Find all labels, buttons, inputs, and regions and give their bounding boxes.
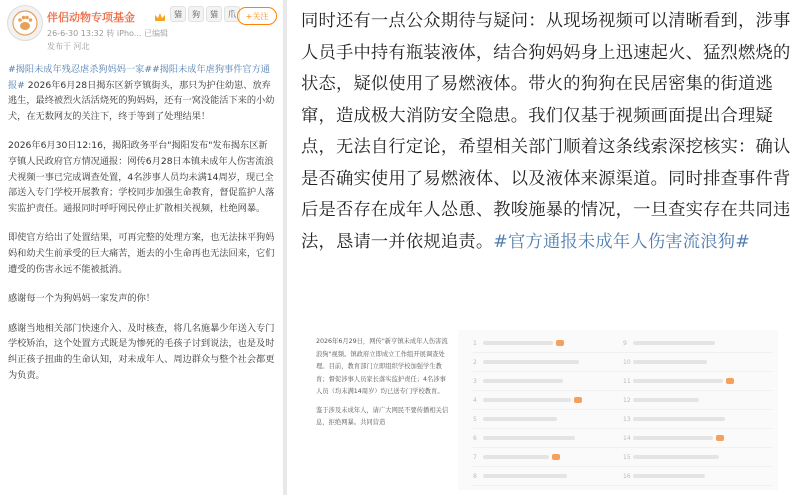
hashtag-link[interactable]: #官方通报未成年人伤害流浪狗# [493, 231, 750, 252]
article-panel [287, 0, 800, 495]
post-paragraph: 感谢每一个为狗妈妈一家发声的你！ [8, 293, 155, 305]
blurred-text-bar [633, 360, 707, 364]
blurred-text-bar [483, 360, 579, 364]
hot-list-rank: 16 [623, 472, 631, 480]
paw-logo-icon [12, 10, 38, 36]
hot-list-entry [473, 473, 623, 480]
badge-icon: 爪 [224, 6, 240, 22]
hot-list-entry [473, 397, 623, 404]
hot-list-rank: 12 [623, 396, 631, 404]
hot-list-entry [473, 340, 623, 347]
hot-list-entry [473, 416, 623, 423]
blurred-text-bar [633, 474, 705, 478]
hot-list-entry [623, 378, 773, 385]
follow-button[interactable]: +关注 [237, 7, 277, 25]
post-paragraph [8, 62, 276, 124]
embedded-notice [308, 330, 458, 490]
hot-list-row[interactable] [473, 448, 773, 467]
blurred-text-bar [483, 474, 567, 478]
blurred-text-bar [633, 455, 719, 459]
account-name[interactable]: 伴侣动物专项基金 [47, 11, 135, 24]
hot-list-rank: 10 [623, 358, 631, 366]
hot-list-rank: 15 [623, 453, 631, 461]
hot-list-rank: 8 [473, 472, 477, 480]
blurred-text-bar [633, 398, 699, 402]
hot-list-entry [623, 340, 773, 347]
post-location: 发布于 河北 [47, 42, 90, 51]
blurred-text-bar [483, 379, 563, 383]
avatar[interactable] [7, 5, 43, 41]
hot-list-entry [623, 473, 773, 480]
hot-list-row[interactable] [473, 353, 773, 372]
hot-list-rank: 6 [473, 434, 477, 442]
hot-list-entry [623, 416, 773, 423]
hot-list-row[interactable] [473, 372, 773, 391]
blurred-text-bar [633, 436, 713, 440]
hot-list-row[interactable] [473, 391, 773, 410]
embedded-hot-list [473, 334, 773, 490]
hot-list-rank: 2 [473, 358, 477, 366]
badge-icon: 猫 [170, 6, 186, 22]
blurred-text-bar [633, 417, 725, 421]
hot-list-rank: 4 [473, 396, 477, 404]
hot-list-rank: 1 [473, 339, 477, 347]
hot-tag-icon [716, 435, 724, 441]
hot-list-entry [623, 397, 773, 404]
badge-icons [170, 6, 240, 22]
post-paragraph: 感谢当地相关部门快速介入、及时核查，将几名施暴少年送入专门学校矫治，这个处置方式既是为惨死的毛孩子讨到说法，也是及时纠正孩子扭曲的生命认知，对未成年人、周边群众与整个社会都更为负责。 [8, 322, 275, 381]
post-meta: 26-6-30 13:32 转 iPho... 已编辑 [47, 29, 168, 38]
embedded-screenshot [308, 330, 778, 490]
hot-tag-icon [726, 378, 734, 384]
hot-list-entry [473, 359, 623, 366]
hot-list-rank: 14 [623, 434, 631, 442]
hot-list-entry [623, 359, 773, 366]
post-paragraph: 2026年6月30日12:16，揭阳政务平台"揭阳发布"发布揭东区新亨镇人民政府官方情况通报：网传6月28日本镇未成年人伤害流浪犬视频一事已完成调查处置，4名涉事人员均未满14周岁，现已全部送入专门学校开展教育；学校同步加强生命教育，督促监护人落实监护责任。通报同时呼吁网民停止扩散相关视频，杜绝网暴。 [8, 140, 275, 214]
hot-list-rank: 5 [473, 415, 477, 423]
blurred-text-bar [633, 379, 723, 383]
hot-tag-icon [552, 454, 560, 460]
hot-list-row[interactable] [473, 467, 773, 486]
post-text: 2026年6月28日揭东区新亨镇街头，那只为护住幼崽、放弃逃生，最终被烈火活活烧死的狗妈妈，还有一窝没能活下来的小幼犬，在无数网友的关注下，终于等到了处理结果！ [8, 79, 275, 122]
hot-list-entry [623, 435, 773, 442]
hot-list-entry [473, 454, 623, 461]
hot-list-entry [473, 378, 623, 385]
article-body: 同时还有一点公众期待与疑问：从现场视频可以清晰看到，涉事人员手中持有瓶装液体，结合狗妈妈身上迅速起火、猛烈燃烧的状态，疑似使用了易燃液体。带火的狗狗在民居密集的街道逃窜，造成极大消防安全隐患。我们仅基于视频画面提出合理疑点，无法自行定论，希望相关部门顺着这条线索深挖核实：确认是否确实使用了易燃液体、以及液体来源渠道。同时排查事件背后是否存在成年人怂恿、教唆施暴的情况，一旦查实存在共同违法，恳请一并依规追责。 [301, 11, 791, 252]
hot-list-rank: 13 [623, 415, 631, 423]
hot-list-rank: 11 [623, 377, 631, 385]
embedded-paragraph: 鉴于涉及未成年人，请广大网民不要传播相关信息，拒绝网暴。共同营造 [316, 406, 449, 426]
hot-tag-icon [556, 340, 564, 346]
hot-list-row[interactable] [473, 334, 773, 353]
hashtag-link[interactable]: #揭阳未成年残忍虐杀狗妈妈一家##揭阳未成年虐狗事件官方通报# [8, 64, 270, 91]
blurred-text-bar [483, 436, 575, 440]
hot-list-entry [473, 435, 623, 442]
blurred-text-bar [633, 341, 715, 345]
hot-list-row[interactable] [473, 429, 773, 448]
blurred-text-bar [483, 341, 553, 345]
post-body [8, 62, 276, 397]
blurred-text-bar [483, 417, 557, 421]
blurred-text-bar [483, 455, 549, 459]
article-text [301, 6, 795, 258]
badge-icon: 猫 [206, 6, 222, 22]
hot-list-rank: 7 [473, 453, 477, 461]
post-paragraph: 即使官方给出了处置结果，可再完整的处理方案，也无法抹平狗妈妈和幼犬生前承受的巨大痛苦，逝去的小生命再也无法回来，它们遭受的伤害永远不能被抵消。 [8, 232, 275, 275]
hot-tag-icon [574, 397, 582, 403]
weibo-post-panel [0, 0, 283, 495]
hot-list-rank: 3 [473, 377, 477, 385]
hot-list-entry [623, 454, 773, 461]
hot-list-row[interactable] [473, 410, 773, 429]
badge-icon: 狗 [188, 6, 204, 22]
blurred-text-bar [483, 398, 571, 402]
embedded-paragraph: 2026年6月29日，网传"新亨镇未成年人伤害流浪狗"视频。镇政府立即成立工作组开展调查处理。目前，教育部门立即组织学校加强学生教育；督促涉事人员家长落实监护责任；4名涉事人员（均未满14周岁）均已送专门学校教育。 [316, 338, 448, 395]
crown-icon [154, 8, 166, 27]
hot-list-rank: 9 [623, 339, 627, 347]
